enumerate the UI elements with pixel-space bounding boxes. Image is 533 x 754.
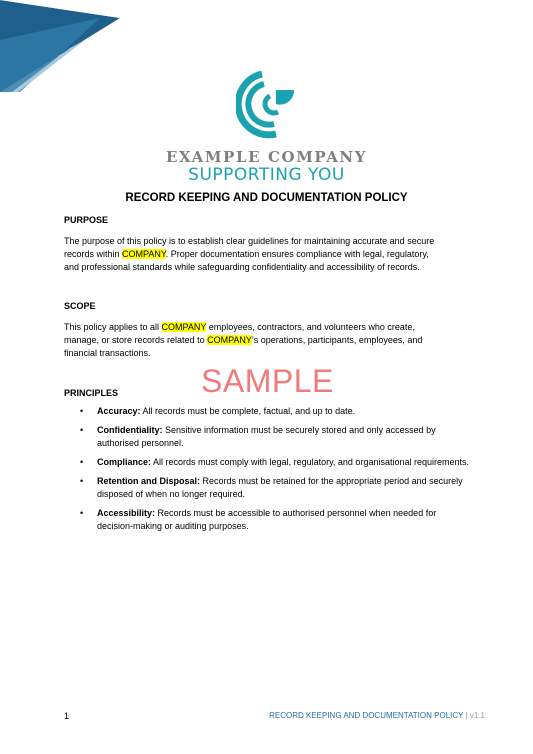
principles-heading: PRINCIPLES — [64, 388, 119, 398]
principle-text: Sensitive information must be securely stored and only accessed by authorised personnel. — [97, 425, 436, 448]
principle-term: Confidentiality: — [97, 425, 163, 435]
document-title: RECORD KEEPING AND DOCUMENTATION POLICY — [125, 192, 408, 204]
principle-term: Retention and Disposal: — [97, 476, 201, 486]
principle-text: Records must be accessible to authorised personnel when needed for decision-making or auditing purposes. — [97, 508, 437, 531]
scope-line-3: financial transactions. — [64, 348, 151, 358]
scope-line-2-pre: manage, or store records related to — [64, 335, 208, 345]
footer-title: RECORD KEEPING AND DOCUMENTATION POLICY — [269, 711, 464, 720]
scope-line-2-post: ’s operations, participants, employees, and — [251, 335, 423, 345]
principle-term: Compliance: — [97, 457, 152, 467]
corner-decoration — [0, 0, 120, 92]
footer-separator: | — [465, 711, 468, 720]
list-item — [64, 405, 474, 418]
purpose-heading: PURPOSE — [64, 215, 109, 225]
principle-text: All records must comply with legal, regulatory, and organisational requirements. — [151, 457, 469, 467]
principle-text: All records must be complete, factual, and up to date. — [140, 406, 356, 416]
principle-term: Accuracy: — [97, 406, 141, 416]
purpose-paragraph — [64, 235, 474, 274]
purpose-line-2-pre: records within — [64, 249, 123, 259]
purpose-line-2-post: . Proper documentation ensures compliance with legal, regulatory, — [165, 249, 429, 259]
list-item — [64, 424, 474, 450]
footer-title-block — [269, 711, 485, 720]
company-placeholder: COMPANY — [207, 335, 252, 345]
principle-text: Records must be retained for the appropriate period and securely disposed of when no longer required. — [97, 476, 463, 499]
list-item — [64, 475, 474, 501]
company-tagline: SUPPORTING YOU — [188, 165, 345, 185]
company-placeholder: COMPANY — [161, 322, 207, 332]
scope-heading: SCOPE — [64, 301, 96, 311]
principles-list — [64, 405, 474, 539]
scope-line-1-pre: This policy applies to all — [64, 322, 162, 332]
sample-watermark: SAMPLE — [201, 363, 334, 399]
footer-version: v1.1 — [469, 711, 485, 720]
scope-line-1-post: employees, contractors, and volunteers who create, — [206, 322, 415, 332]
principle-term: Accessibility: — [97, 508, 156, 518]
list-item — [64, 507, 474, 533]
company-logo-icon — [236, 68, 298, 140]
purpose-line-1: The purpose of this policy is to establish clear guidelines for maintaining accurate and secure — [64, 236, 435, 246]
scope-paragraph — [64, 321, 474, 360]
company-name: EXAMPLE COMPANY — [165, 148, 368, 166]
purpose-line-3: and professional standards while safeguarding confidentiality and accessibility of records. — [64, 262, 420, 272]
page-number: 1 — [64, 711, 70, 721]
list-item — [64, 456, 474, 469]
company-placeholder: COMPANY — [122, 249, 166, 259]
